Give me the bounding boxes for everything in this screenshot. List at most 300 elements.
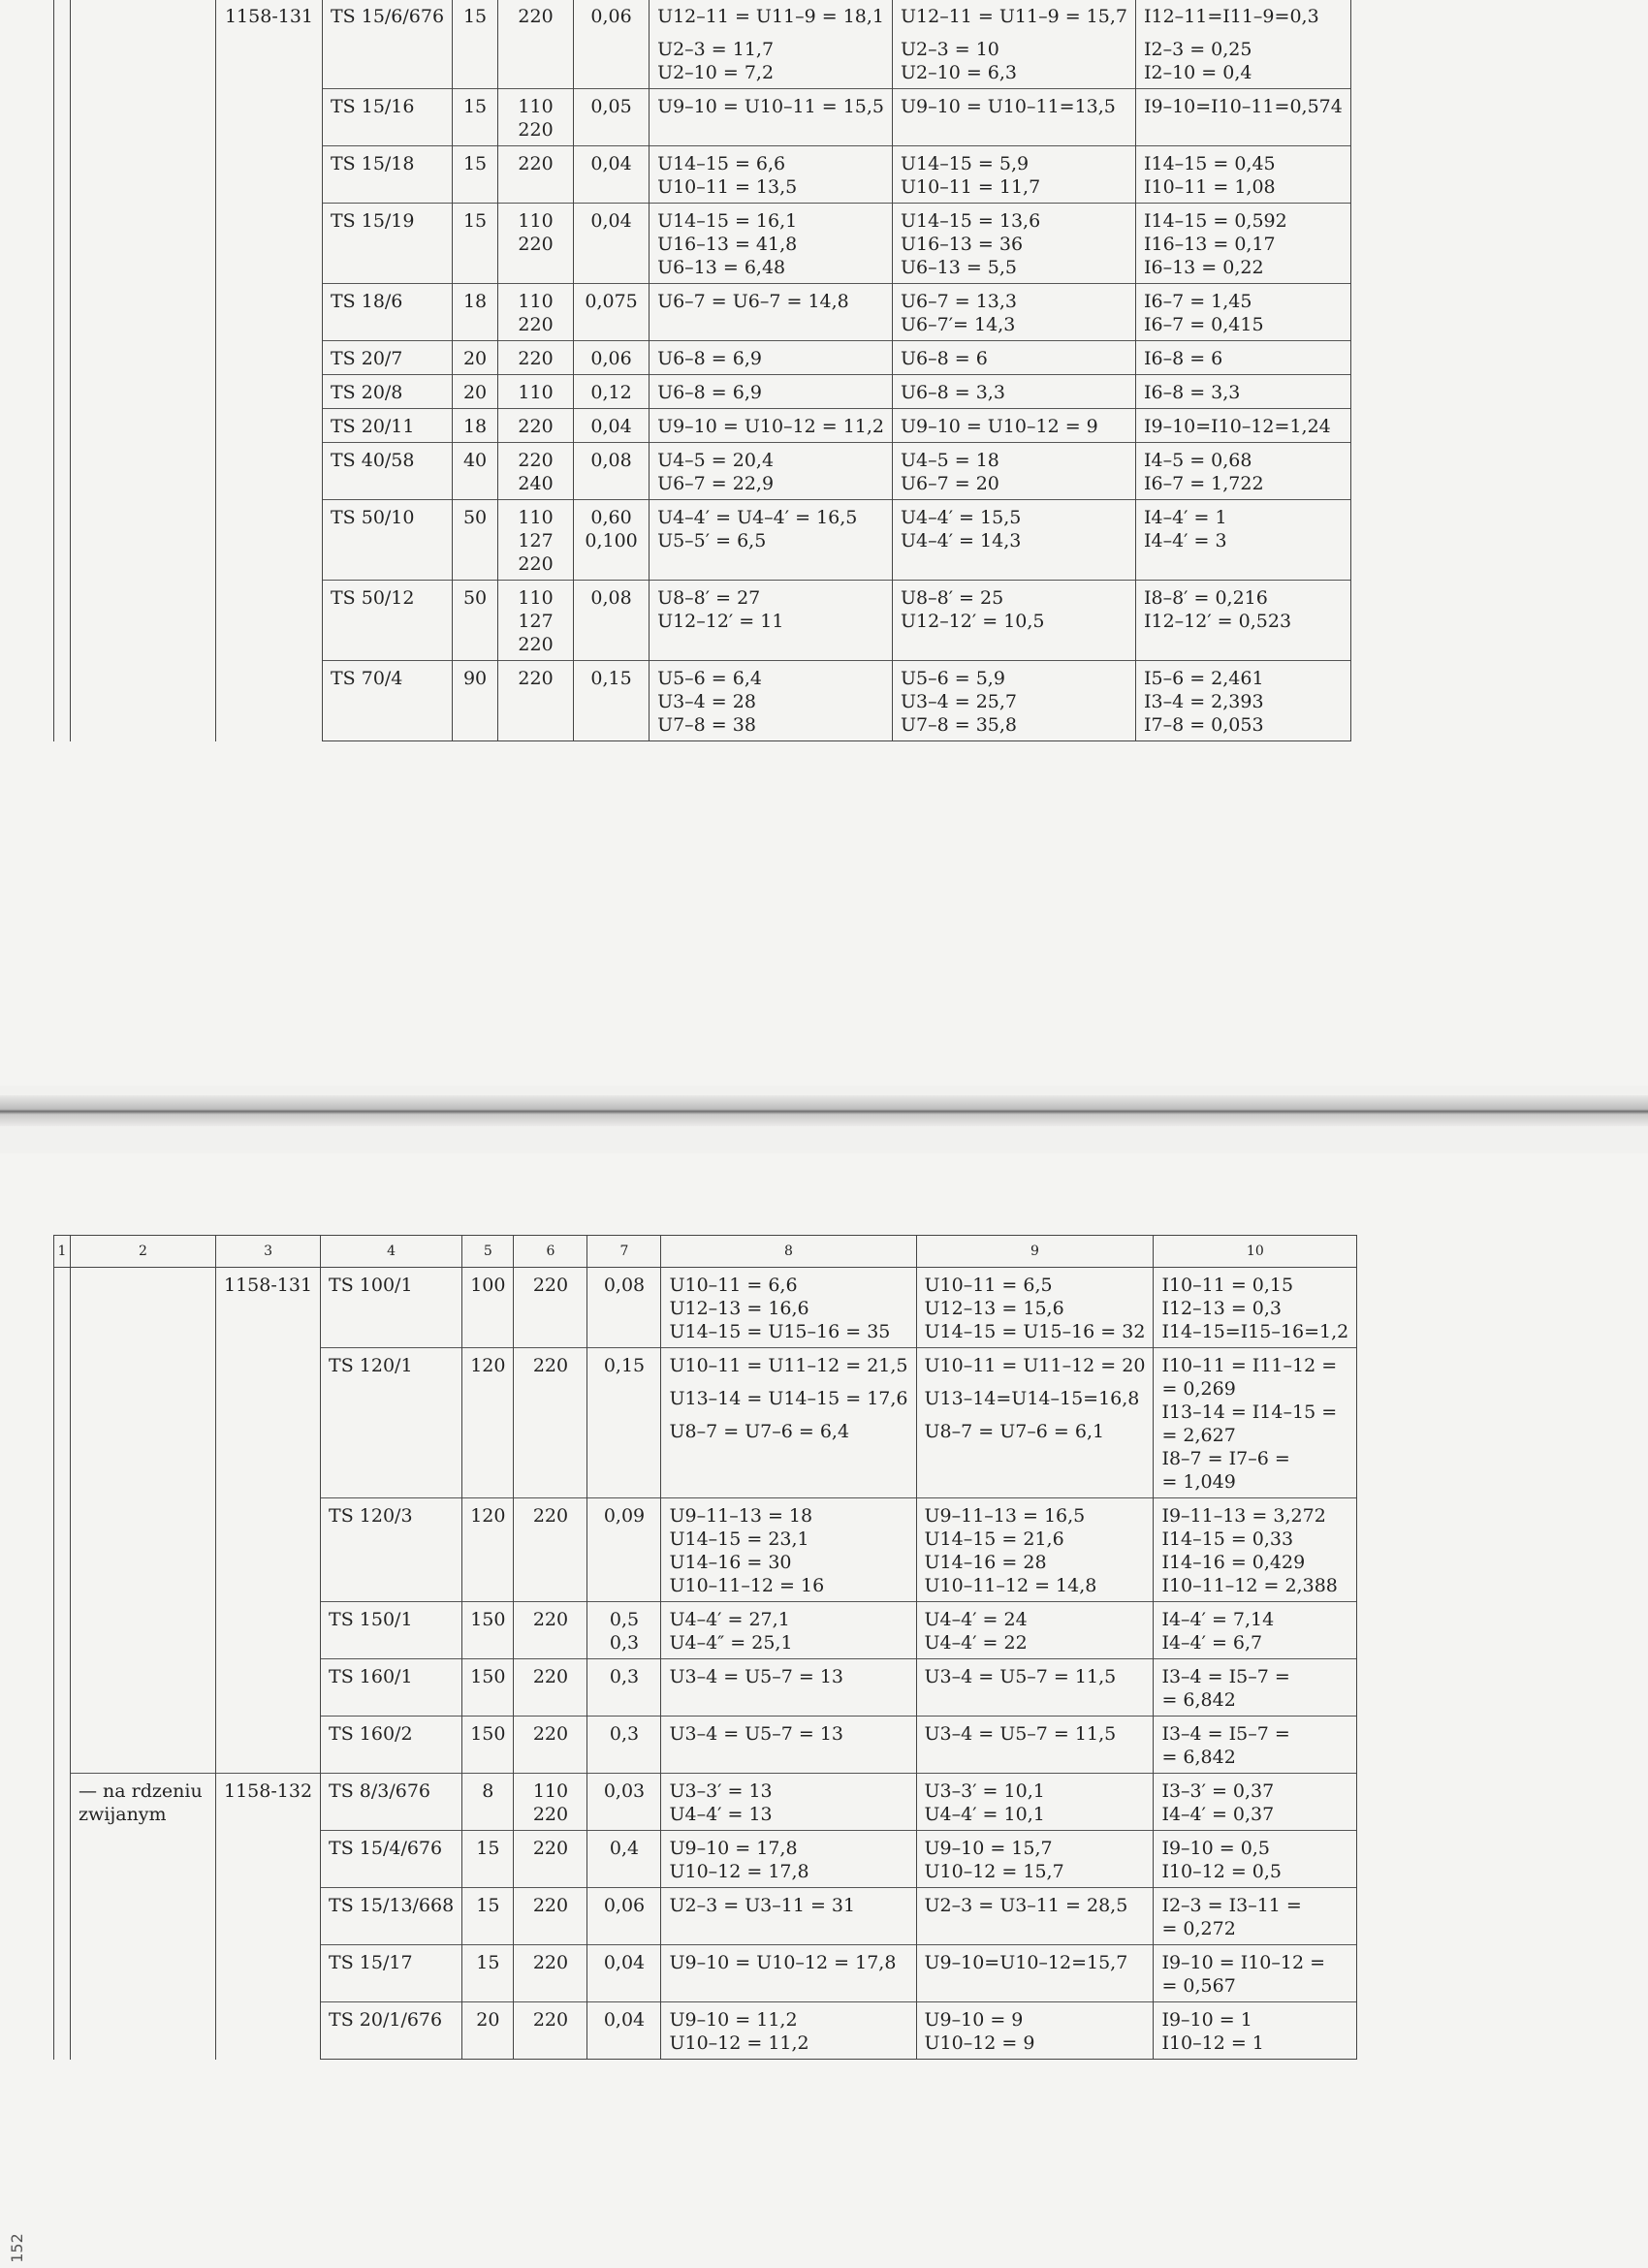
cell-line: I10–11–12 = 2,388 xyxy=(1161,1575,1338,1596)
cell-line: I4–4′ = 3 xyxy=(1143,530,1227,551)
current-cell xyxy=(1154,1717,1357,1774)
cell-line: I9–11–13 = 3,272 xyxy=(1161,1505,1326,1527)
cell-line: U6–7 = 20 xyxy=(901,473,999,494)
cell-line: I2–3 = I3–11 = xyxy=(1161,1895,1302,1916)
current-cell xyxy=(1154,1945,1357,2002)
cell-line: U13–14=U14–15=16,8 xyxy=(924,1388,1140,1409)
table-row xyxy=(54,1774,1357,1831)
cell-line: U10–12 = 17,8 xyxy=(669,1861,809,1882)
cell-line: 220 xyxy=(532,2009,569,2031)
nominal-voltage-cell xyxy=(661,2002,916,2060)
cell-line: U9–10 = U10–12 = 9 xyxy=(901,416,1098,437)
cell-line: 0,100 xyxy=(585,530,638,551)
cell-line: 110 xyxy=(518,210,554,232)
cell-line: 220 xyxy=(532,1609,569,1630)
cell-line: I12–13 = 0,3 xyxy=(1161,1298,1283,1319)
power-value: 20 xyxy=(462,348,488,369)
type-name: TS 20/7 xyxy=(331,348,403,369)
cell-line: 220 xyxy=(518,119,554,141)
catalog-cell xyxy=(216,1268,321,1774)
cell-line: U6–7 = U6–7 = 14,8 xyxy=(657,291,849,312)
cell-line: U12–11 = U11–9 = 18,1 xyxy=(657,6,885,27)
cell-line: U2–3 = 10 xyxy=(901,39,999,60)
cell-line: I9–10=I10–11=0,574 xyxy=(1143,96,1343,117)
cell-line: I10–12 = 1 xyxy=(1161,2032,1264,2054)
cell-line: 0,04 xyxy=(603,2009,646,2031)
line-gap xyxy=(925,1410,1146,1420)
load-voltage-cell xyxy=(893,146,1136,204)
cell-line: U10–12 = 9 xyxy=(924,2032,1035,2054)
cell-line: 0,08 xyxy=(590,450,632,471)
voltage-cell xyxy=(498,443,574,500)
cell-line: 0,075 xyxy=(585,291,638,312)
power-cell xyxy=(453,375,498,409)
power-value: 150 xyxy=(470,1666,506,1687)
col7-cell xyxy=(587,1831,661,1888)
cell-line: I5–6 = 2,461 xyxy=(1143,668,1264,689)
cell-line: U4–4′ = 27,1 xyxy=(669,1609,790,1630)
power-cell xyxy=(453,341,498,375)
col7-cell xyxy=(574,341,650,375)
cell-line: 0,06 xyxy=(590,6,632,27)
cell-line: 220 xyxy=(532,1895,569,1916)
voltage-cell xyxy=(514,1717,587,1774)
cell-line: 220 xyxy=(532,1952,569,1973)
power-value: 120 xyxy=(470,1355,506,1376)
cell-line: I8–8′ = 0,216 xyxy=(1143,587,1268,609)
cell-line: U12–13 = 15,6 xyxy=(924,1298,1064,1319)
col7-cell xyxy=(574,661,650,741)
power-value: 15 xyxy=(462,6,488,27)
type-name: TS 15/18 xyxy=(331,153,415,174)
col-4-header: 4 xyxy=(321,1236,462,1268)
current-cell xyxy=(1135,661,1350,741)
nominal-voltage-cell xyxy=(650,500,893,581)
cell-line: = 1,049 xyxy=(1161,1471,1236,1493)
power-value: 15 xyxy=(462,153,488,174)
cell-line: U5–5′ = 6,5 xyxy=(657,530,767,551)
type-cell xyxy=(321,1268,462,1348)
current-cell xyxy=(1154,1659,1357,1717)
cell-line: 110 xyxy=(518,291,554,312)
type-name: TS 120/1 xyxy=(329,1355,413,1376)
cell-line: I9–10 = 0,5 xyxy=(1161,1838,1270,1859)
cell-line: U9–10=U10–12=15,7 xyxy=(924,1952,1128,1973)
type-name: TS 20/8 xyxy=(331,382,403,403)
type-name: TS 20/11 xyxy=(331,416,415,437)
cell-line: I3–4 = 2,393 xyxy=(1143,691,1264,712)
cell-line: U4–5 = 18 xyxy=(901,450,999,471)
col-3-header: 3 xyxy=(216,1236,321,1268)
cell-line: 0,08 xyxy=(603,1275,646,1296)
cell-line: U9–11–13 = 16,5 xyxy=(924,1505,1086,1527)
cell-line: 110 xyxy=(518,96,554,117)
cell-line: U4–4″ = 25,1 xyxy=(669,1632,793,1654)
cell-line: U6–8 = 3,3 xyxy=(901,382,1005,403)
cell-line: I4–4′ = 1 xyxy=(1143,507,1227,528)
power-cell xyxy=(453,204,498,284)
cell-line: I6–7 = 1,45 xyxy=(1143,291,1252,312)
col7-cell xyxy=(574,0,650,89)
cell-line: 0,04 xyxy=(590,416,632,437)
col-2-header: 2 xyxy=(71,1236,216,1268)
nominal-voltage-cell xyxy=(650,284,893,341)
voltage-cell xyxy=(498,375,574,409)
type-cell xyxy=(321,1945,462,2002)
cell-line: U14–15 = U15–16 = 32 xyxy=(924,1321,1146,1342)
power-cell xyxy=(462,1498,514,1602)
voltage-cell xyxy=(514,1774,587,1831)
power-value: 150 xyxy=(470,1609,506,1630)
power-cell xyxy=(453,581,498,661)
col-7-header: 7 xyxy=(587,1236,661,1268)
load-voltage-cell xyxy=(916,1268,1154,1348)
cell-line: U6–13 = 5,5 xyxy=(901,257,1018,278)
power-cell xyxy=(462,1831,514,1888)
cell-line: U12–12′ = 11 xyxy=(657,611,784,632)
cell-line: U7–8 = 38 xyxy=(657,714,756,736)
current-cell xyxy=(1154,1602,1357,1659)
cell-line: U6–7′= 14,3 xyxy=(901,314,1016,335)
nominal-voltage-cell xyxy=(650,204,893,284)
current-cell xyxy=(1135,284,1350,341)
voltage-cell xyxy=(498,146,574,204)
power-value: 18 xyxy=(462,291,488,312)
voltage-cell xyxy=(498,89,574,146)
type-name: TS 150/1 xyxy=(329,1609,413,1630)
cell-line: = 6,842 xyxy=(1161,1689,1236,1711)
nominal-voltage-cell xyxy=(650,409,893,443)
cell-line: U3–3′ = 10,1 xyxy=(924,1780,1045,1802)
load-voltage-cell xyxy=(916,1348,1154,1498)
cell-line: U4–4′ = 14,3 xyxy=(901,530,1022,551)
cell-line: 220 xyxy=(518,348,554,369)
cell-line: I6–8 = 6 xyxy=(1143,348,1223,369)
power-value: 15 xyxy=(476,1952,500,1973)
cell-line: U14–15 = U15–16 = 35 xyxy=(669,1321,891,1342)
cell-line: U8–7 = U7–6 = 6,4 xyxy=(669,1421,850,1442)
cell-line: U9–10 = 17,8 xyxy=(669,1838,798,1859)
line-gap xyxy=(669,1377,907,1387)
cell-line: I4–4′ = 7,14 xyxy=(1161,1609,1275,1630)
power-cell xyxy=(462,1659,514,1717)
cell-line: I3–3′ = 0,37 xyxy=(1161,1780,1275,1802)
load-voltage-cell xyxy=(893,443,1136,500)
type-cell xyxy=(323,284,453,341)
type-name: TS 70/4 xyxy=(331,668,403,689)
type-name: TS 18/6 xyxy=(331,291,403,312)
nominal-voltage-cell xyxy=(661,1945,916,2002)
cell-line: U14–15 = 6,6 xyxy=(657,153,786,174)
col7-cell xyxy=(574,284,650,341)
cell-line: I9–10 = 1 xyxy=(1161,2009,1252,2031)
cell-line: I16–13 = 0,17 xyxy=(1143,234,1276,255)
voltage-cell xyxy=(498,204,574,284)
cell-line: I2–3 = 0,25 xyxy=(1143,39,1252,60)
load-voltage-cell xyxy=(893,581,1136,661)
voltage-cell xyxy=(498,341,574,375)
cell-line: 220 xyxy=(532,1355,569,1376)
nominal-voltage-cell xyxy=(650,0,893,89)
cell-line: U10–11 = 13,5 xyxy=(657,176,798,198)
voltage-cell xyxy=(514,1888,587,1945)
current-cell xyxy=(1135,0,1350,89)
load-voltage-cell xyxy=(916,1888,1154,1945)
cell-line: I3–4 = I5–7 = xyxy=(1161,1723,1290,1745)
power-cell xyxy=(462,2002,514,2060)
cell-line: U3–4 = 25,7 xyxy=(901,691,1018,712)
cell-line: U3–3′ = 13 xyxy=(669,1780,773,1802)
type-name: TS 15/4/676 xyxy=(329,1838,443,1859)
power-cell xyxy=(462,1348,514,1498)
cell-line: = 0,269 xyxy=(1161,1378,1236,1400)
cell-line: 0,04 xyxy=(590,153,632,174)
cell-line: 220 xyxy=(518,153,554,174)
cell-line: U3–4 = 28 xyxy=(657,691,756,712)
cell-line: U4–4′ = 15,5 xyxy=(901,507,1022,528)
cell-line: U9–10 = U10–11=13,5 xyxy=(901,96,1116,117)
nominal-voltage-cell xyxy=(661,1268,916,1348)
col7-cell xyxy=(574,375,650,409)
load-voltage-cell xyxy=(916,1717,1154,1774)
cell-line: 220 xyxy=(532,1505,569,1527)
cell-line: I7–8 = 0,053 xyxy=(1143,714,1264,736)
voltage-cell xyxy=(498,581,574,661)
cell-line: U12–11 = U11–9 = 15,7 xyxy=(901,6,1127,27)
power-value: 20 xyxy=(476,2009,500,2031)
cell-line: U8–7 = U7–6 = 6,1 xyxy=(924,1421,1105,1442)
type-cell xyxy=(323,341,453,375)
cell-line: = 2,627 xyxy=(1161,1425,1236,1446)
cell-line: 220 xyxy=(518,634,554,655)
cell-line: zwijanym xyxy=(79,1804,167,1825)
power-cell xyxy=(453,89,498,146)
col7-cell xyxy=(587,1774,661,1831)
cell-line: 220 xyxy=(518,6,554,27)
cell-line: = 6,842 xyxy=(1161,1747,1236,1768)
cell-line: U7–8 = 35,8 xyxy=(901,714,1018,736)
cell-line: I10–11 = 1,08 xyxy=(1143,176,1276,198)
type-cell xyxy=(323,204,453,284)
catalog-cell xyxy=(216,1774,321,2060)
line-gap xyxy=(901,28,1127,38)
type-name: TS 100/1 xyxy=(329,1275,413,1296)
col7-cell xyxy=(587,1717,661,1774)
upper-page xyxy=(0,0,1648,1086)
current-cell xyxy=(1135,581,1350,661)
nominal-voltage-cell xyxy=(661,1717,916,1774)
type-name: TS 160/2 xyxy=(329,1723,413,1745)
cell-line: I14–15 = 0,33 xyxy=(1161,1528,1294,1550)
cell-line: U9–10 = U10–12 = 11,2 xyxy=(657,416,885,437)
cell-line: U6–13 = 6,48 xyxy=(657,257,786,278)
power-cell xyxy=(462,1774,514,1831)
cell-line: U9–10 = U10–12 = 17,8 xyxy=(669,1952,897,1973)
cell-line: I14–15 = 0,45 xyxy=(1143,153,1276,174)
nominal-voltage-cell xyxy=(650,146,893,204)
cell-line: 220 xyxy=(532,1838,569,1859)
col-2-cell xyxy=(71,1268,216,1774)
load-voltage-cell xyxy=(893,661,1136,741)
line-gap xyxy=(925,1377,1146,1387)
cell-line: U6–8 = 6,9 xyxy=(657,382,762,403)
power-cell xyxy=(453,146,498,204)
col-8-header: 8 xyxy=(661,1236,916,1268)
power-value: 15 xyxy=(462,96,488,117)
cell-line: 0,06 xyxy=(590,348,632,369)
nominal-voltage-cell xyxy=(661,1831,916,1888)
cell-line: U16–13 = 36 xyxy=(901,234,1024,255)
cell-line: = 0,272 xyxy=(1161,1918,1236,1939)
cell-line: I3–4 = I5–7 = xyxy=(1161,1666,1290,1687)
voltage-cell xyxy=(514,1945,587,2002)
cell-line: U14–16 = 30 xyxy=(669,1552,792,1573)
current-cell xyxy=(1154,1831,1357,1888)
cell-line: U8–8′ = 27 xyxy=(657,587,761,609)
col7-cell xyxy=(587,2002,661,2060)
load-voltage-cell xyxy=(893,284,1136,341)
voltage-cell xyxy=(514,2002,587,2060)
type-cell xyxy=(321,1774,462,1831)
power-cell xyxy=(453,443,498,500)
current-cell xyxy=(1154,1774,1357,1831)
col7-cell xyxy=(574,500,650,581)
cell-line: U14–15 = 13,6 xyxy=(901,210,1041,232)
type-cell xyxy=(323,146,453,204)
load-voltage-cell xyxy=(916,1945,1154,2002)
type-cell xyxy=(323,375,453,409)
col7-cell xyxy=(574,204,650,284)
load-voltage-cell xyxy=(893,409,1136,443)
power-value: 20 xyxy=(462,382,488,403)
line-gap xyxy=(657,28,884,38)
cell-line: 0,15 xyxy=(603,1355,646,1376)
cell-line: U14–15 = 21,6 xyxy=(924,1528,1064,1550)
power-cell xyxy=(453,661,498,741)
load-voltage-cell xyxy=(916,1602,1154,1659)
col-1-cell xyxy=(54,1268,71,2060)
cell-line: 0,3 xyxy=(609,1723,640,1745)
cell-line: U10–11 = 6,6 xyxy=(669,1275,798,1296)
type-cell xyxy=(323,443,453,500)
nominal-voltage-cell xyxy=(661,1348,916,1498)
voltage-cell xyxy=(514,1348,587,1498)
type-cell xyxy=(323,409,453,443)
current-cell xyxy=(1154,1348,1357,1498)
col7-cell xyxy=(574,443,650,500)
type-name: TS 15/6/676 xyxy=(331,6,445,27)
cell-line: — na rdzeniu xyxy=(79,1780,203,1802)
current-cell xyxy=(1135,89,1350,146)
cell-line: U10–11–12 = 14,8 xyxy=(924,1575,1097,1596)
cell-line: U9–10 = 9 xyxy=(924,2009,1024,2031)
cell-line: 220 xyxy=(532,1723,569,1745)
cell-line: 240 xyxy=(518,473,554,494)
power-cell xyxy=(453,409,498,443)
power-value: 100 xyxy=(470,1275,506,1296)
type-cell xyxy=(323,661,453,741)
nominal-voltage-cell xyxy=(650,375,893,409)
cell-line: 220 xyxy=(518,668,554,689)
type-name: TS 15/13/668 xyxy=(329,1895,455,1916)
cell-line: U10–11 = 11,7 xyxy=(901,176,1041,198)
cell-line: 220 xyxy=(518,416,554,437)
cell-line: U4–5 = 20,4 xyxy=(657,450,775,471)
cell-line: U13–14 = U14–15 = 17,6 xyxy=(669,1388,908,1409)
load-voltage-cell xyxy=(893,0,1136,89)
cell-line: I10–11 = 0,15 xyxy=(1161,1275,1294,1296)
cell-line: 220 xyxy=(518,234,554,255)
type-name: TS 8/3/676 xyxy=(329,1780,431,1802)
type-name: TS 15/19 xyxy=(331,210,415,232)
type-cell xyxy=(323,500,453,581)
nominal-voltage-cell xyxy=(650,581,893,661)
type-name: TS 40/58 xyxy=(331,450,415,471)
cell-line: I6–13 = 0,22 xyxy=(1143,257,1264,278)
cell-line: = 0,567 xyxy=(1161,1975,1236,1997)
cell-line: 0,04 xyxy=(603,1952,646,1973)
cell-line: 0,12 xyxy=(590,382,632,403)
cell-line: I8–7 = I7–6 = xyxy=(1161,1448,1290,1469)
voltage-cell xyxy=(514,1831,587,1888)
cell-line: U4–4′ = U4–4′ = 16,5 xyxy=(657,507,858,528)
current-cell xyxy=(1135,500,1350,581)
catalog-cell xyxy=(216,0,323,741)
voltage-cell xyxy=(514,1602,587,1659)
top-spec-table xyxy=(53,0,1351,741)
type-cell xyxy=(321,1498,462,1602)
power-value: 8 xyxy=(482,1780,494,1802)
cell-line: U2–3 = U3–11 = 31 xyxy=(669,1895,856,1916)
col7-cell xyxy=(574,146,650,204)
type-cell xyxy=(321,1717,462,1774)
cell-line: U9–10 = 15,7 xyxy=(924,1838,1053,1859)
cell-line: I10–11 = I11–12 = xyxy=(1161,1355,1338,1376)
col7-cell xyxy=(574,409,650,443)
load-voltage-cell xyxy=(916,2002,1154,2060)
power-value: 150 xyxy=(470,1723,506,1745)
current-cell xyxy=(1135,341,1350,375)
cell-line: 0,06 xyxy=(603,1895,646,1916)
col-1-cell xyxy=(54,0,71,741)
voltage-cell xyxy=(498,284,574,341)
voltage-cell xyxy=(498,0,574,89)
type-cell xyxy=(321,1348,462,1498)
current-cell xyxy=(1135,204,1350,284)
nominal-voltage-cell xyxy=(661,1774,916,1831)
cell-line: I12–11=I11–9=0,3 xyxy=(1143,6,1319,27)
cell-line: 0,4 xyxy=(609,1838,640,1859)
col-10-header: 10 xyxy=(1154,1236,1357,1268)
col7-cell xyxy=(587,1348,661,1498)
cell-line: I14–16 = 0,429 xyxy=(1161,1552,1306,1573)
cell-line: I14–15=I15–16=1,2 xyxy=(1161,1321,1349,1342)
load-voltage-cell xyxy=(893,89,1136,146)
type-cell xyxy=(323,581,453,661)
power-cell xyxy=(453,0,498,89)
col7-cell xyxy=(587,1602,661,1659)
cell-line: 0,03 xyxy=(603,1780,646,1802)
nominal-voltage-cell xyxy=(650,341,893,375)
line-gap xyxy=(669,1410,907,1420)
cell-line: 0,05 xyxy=(590,96,632,117)
cell-line: I4–4′ = 0,37 xyxy=(1161,1804,1275,1825)
cell-line: U10–12 = 15,7 xyxy=(924,1861,1064,1882)
cell-line: I9–10 = I10–12 = xyxy=(1161,1952,1326,1973)
load-voltage-cell xyxy=(893,375,1136,409)
group-label-cell xyxy=(71,1774,216,2060)
voltage-cell xyxy=(498,409,574,443)
